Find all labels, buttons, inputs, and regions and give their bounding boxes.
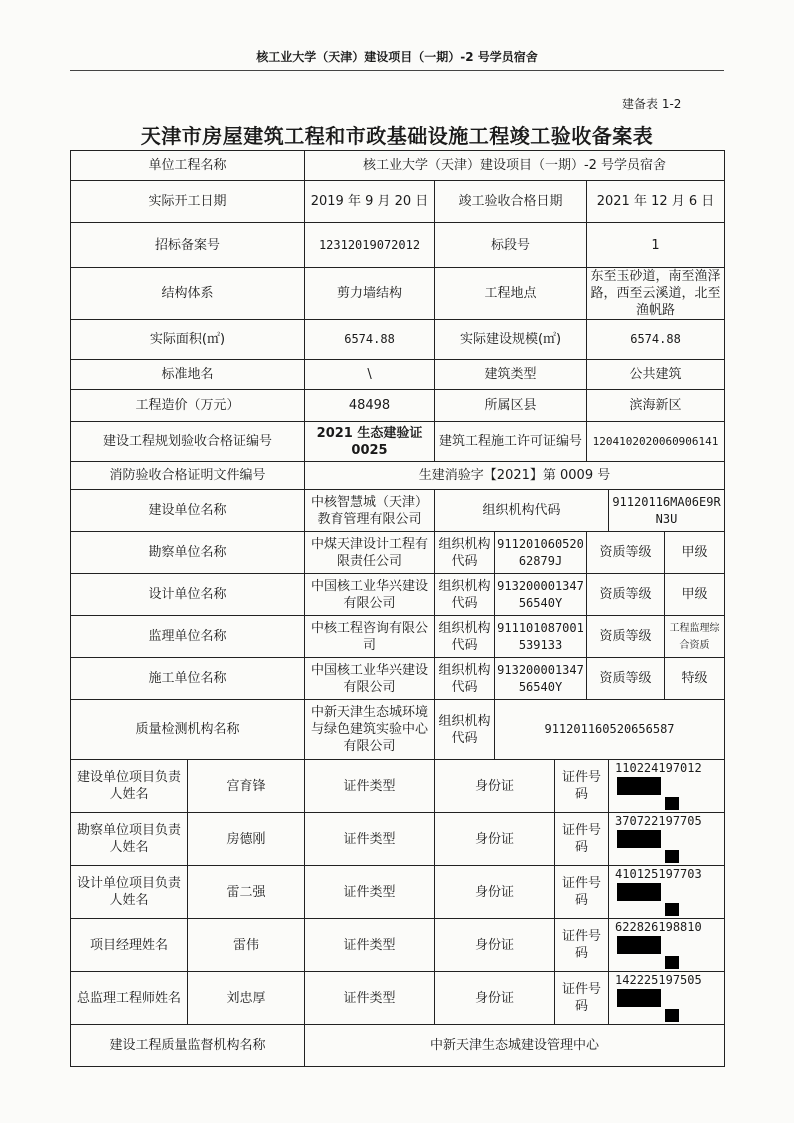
qc-value: 中新天津生态城环境与绿色建筑实验中心有限公司: [305, 700, 435, 760]
survey-qual-label: 资质等级: [587, 532, 665, 574]
id-no-label: 证件号码: [555, 760, 609, 813]
redaction-block: [617, 883, 661, 901]
row-dates: [71, 181, 725, 223]
design-code-label: 组织机构代码: [435, 574, 495, 616]
person-row: [71, 866, 725, 919]
cost-label: 工程造价（万元）: [71, 390, 305, 422]
permit-value: 120410202006090614​1: [587, 422, 725, 462]
supervision-label: 建设工程质量监督机构名称: [71, 1025, 305, 1067]
qc-code-label: 组织机构代码: [435, 700, 495, 760]
row-supervise: [71, 616, 725, 658]
id-prefix: 110224197012: [615, 761, 702, 775]
design-qual-value: 甲级: [665, 574, 725, 616]
row-survey: [71, 532, 725, 574]
accept-date-label: 竣工验收合格日期: [435, 181, 587, 223]
district-value: 滨海新区: [587, 390, 725, 422]
redaction-block: [665, 956, 679, 969]
survey-value: 中煤天津设计工程有限责任公司: [305, 532, 435, 574]
id-no-value: [609, 760, 725, 813]
id-no-label: 证件号码: [555, 813, 609, 866]
survey-label: 勘察单位名称: [71, 532, 305, 574]
person-row: [71, 760, 725, 813]
filing-table: [70, 150, 725, 1067]
person-row: [71, 972, 725, 1025]
id-type-value: 身份证: [435, 760, 555, 813]
area-label: 实际面积(㎡): [71, 320, 305, 360]
survey-qual-value: 甲级: [665, 532, 725, 574]
person-role: 总监理工程师姓名: [71, 972, 188, 1025]
design-label: 设计单位名称: [71, 574, 305, 616]
construct-qual-label: 资质等级: [587, 658, 665, 700]
construct-value: 中国核工业华兴建设有限公司: [305, 658, 435, 700]
supervise-value: 中核工程咨询有限公司: [305, 616, 435, 658]
row-builder: [71, 490, 725, 532]
id-type-label: 证件类型: [305, 866, 435, 919]
person-name: 宫育锋: [188, 760, 305, 813]
row-construct: [71, 658, 725, 700]
row-qc: [71, 700, 725, 760]
area-value: 6574.88: [305, 320, 435, 360]
form-number: 建备表 1-2: [622, 97, 682, 111]
qc-code-value: 911201160520656587: [495, 700, 725, 760]
redaction-block: [665, 1009, 679, 1022]
person-row: [71, 919, 725, 972]
start-date-value: 2019 年 9 月 20 日: [305, 181, 435, 223]
fire-label: 消防验收合格证明文件编号: [71, 462, 305, 490]
scale-value: 6574.88: [587, 320, 725, 360]
supervise-code-value: 911101087001539133: [495, 616, 587, 658]
id-type-value: 身份证: [435, 813, 555, 866]
builder-code-label: 组织机构代码: [435, 490, 609, 532]
id-no-value: [609, 813, 725, 866]
person-role: 勘察单位项目负责人姓名: [71, 813, 188, 866]
project-name-value: 核工业大学（天津）建设项目（一期）-2 号学员宿舍: [305, 151, 725, 181]
id-prefix: 410125197703: [615, 867, 702, 881]
id-no-value: [609, 919, 725, 972]
id-type-label: 证件类型: [305, 813, 435, 866]
id-no-label: 证件号码: [555, 972, 609, 1025]
builder-value: 中核智慧城（天津）教育管理有限公司: [305, 490, 435, 532]
bid-no-label: 招标备案号: [71, 223, 305, 268]
supervise-label: 监理单位名称: [71, 616, 305, 658]
redaction-block: [617, 936, 661, 954]
location-label: 工程地点: [435, 268, 587, 320]
row-bid: [71, 223, 725, 268]
id-type-label: 证件类型: [305, 760, 435, 813]
accept-date-value: 2021 年 12 月 6 日: [587, 181, 725, 223]
design-code-value: 91320000134756540Y: [495, 574, 587, 616]
person-name: 雷二强: [188, 866, 305, 919]
fire-value: 生建消验字【2021】第 0009 号: [305, 462, 725, 490]
plan-cert-label: 建设工程规划验收合格证编号: [71, 422, 305, 462]
qc-label: 质量检测机构名称: [71, 700, 305, 760]
row-structure: [71, 268, 725, 320]
row-area: [71, 320, 725, 360]
survey-code-value: 91120106052062879J: [495, 532, 587, 574]
id-prefix: 622826198810: [615, 920, 702, 934]
redaction-block: [617, 830, 661, 848]
district-label: 所属区县: [435, 390, 587, 422]
id-no-value: [609, 972, 725, 1025]
cost-value: 48498: [305, 390, 435, 422]
id-prefix: 370722197705: [615, 814, 702, 828]
person-role: 建设单位项目负责人姓名: [71, 760, 188, 813]
person-name: 雷伟: [188, 919, 305, 972]
construct-qual-value: 特级: [665, 658, 725, 700]
person-name: 房德刚: [188, 813, 305, 866]
permit-label: 建筑工程施工许可证编号: [435, 422, 587, 462]
project-name-label: 单位工程名称: [71, 151, 305, 181]
person-name: 刘忠厚: [188, 972, 305, 1025]
id-type-value: 身份证: [435, 972, 555, 1025]
bid-no-value: 12312019072012: [305, 223, 435, 268]
redaction-block: [665, 797, 679, 810]
redaction-block: [617, 989, 661, 1007]
document-title: 天津市房屋建筑工程和市政基础设施工程竣工验收备案表: [140, 124, 654, 148]
row-cert: [71, 422, 725, 462]
structure-label: 结构体系: [71, 268, 305, 320]
supervise-qual-label: 资质等级: [587, 616, 665, 658]
supervision-value: 中新天津生态城建设管理中心: [305, 1025, 725, 1067]
id-no-label: 证件号码: [555, 866, 609, 919]
start-date-label: 实际开工日期: [71, 181, 305, 223]
section-label: 标段号: [435, 223, 587, 268]
location-value: 东至玉砂道，南至渔泽路，西至云溪道，北至渔帆路: [587, 268, 725, 320]
person-role: 设计单位项目负责人姓名: [71, 866, 188, 919]
row-fire: [71, 462, 725, 490]
id-type-value: 身份证: [435, 866, 555, 919]
redaction-block: [617, 777, 661, 795]
design-value: 中国核工业华兴建设有限公司: [305, 574, 435, 616]
builder-label: 建设单位名称: [71, 490, 305, 532]
row-project-name: [71, 151, 725, 181]
row-cost: [71, 390, 725, 422]
document-header: 核工业大学（天津）建设项目（一期）-2 号学员宿舍: [256, 50, 538, 64]
person-row: [71, 813, 725, 866]
redaction-block: [665, 850, 679, 863]
id-type-label: 证件类型: [305, 972, 435, 1025]
row-address: [71, 360, 725, 390]
construct-label: 施工单位名称: [71, 658, 305, 700]
plan-cert-value: 2021 生态建验证 0025: [305, 422, 435, 462]
supervise-code-label: 组织机构代码: [435, 616, 495, 658]
redaction-block: [665, 903, 679, 916]
row-design: [71, 574, 725, 616]
supervise-qual-value: 工程监理综合资质: [665, 616, 725, 658]
survey-code-label: 组织机构代码: [435, 532, 495, 574]
construct-code-value: 91320000134756540Y: [495, 658, 587, 700]
section-value: 1: [587, 223, 725, 268]
building-type-label: 建筑类型: [435, 360, 587, 390]
address-value: \: [305, 360, 435, 390]
design-qual-label: 资质等级: [587, 574, 665, 616]
id-no-value: [609, 866, 725, 919]
builder-code-value: 91120116MA06E9RN3U: [609, 490, 725, 532]
id-prefix: 142225197505: [615, 973, 702, 987]
building-type-value: 公共建筑: [587, 360, 725, 390]
construct-code-label: 组织机构代码: [435, 658, 495, 700]
header-rule: [70, 70, 724, 71]
person-role: 项目经理姓名: [71, 919, 188, 972]
id-type-label: 证件类型: [305, 919, 435, 972]
id-no-label: 证件号码: [555, 919, 609, 972]
id-type-value: 身份证: [435, 919, 555, 972]
address-label: 标准地名: [71, 360, 305, 390]
structure-value: 剪力墙结构: [305, 268, 435, 320]
row-supervision: [71, 1025, 725, 1067]
scale-label: 实际建设规模(㎡): [435, 320, 587, 360]
